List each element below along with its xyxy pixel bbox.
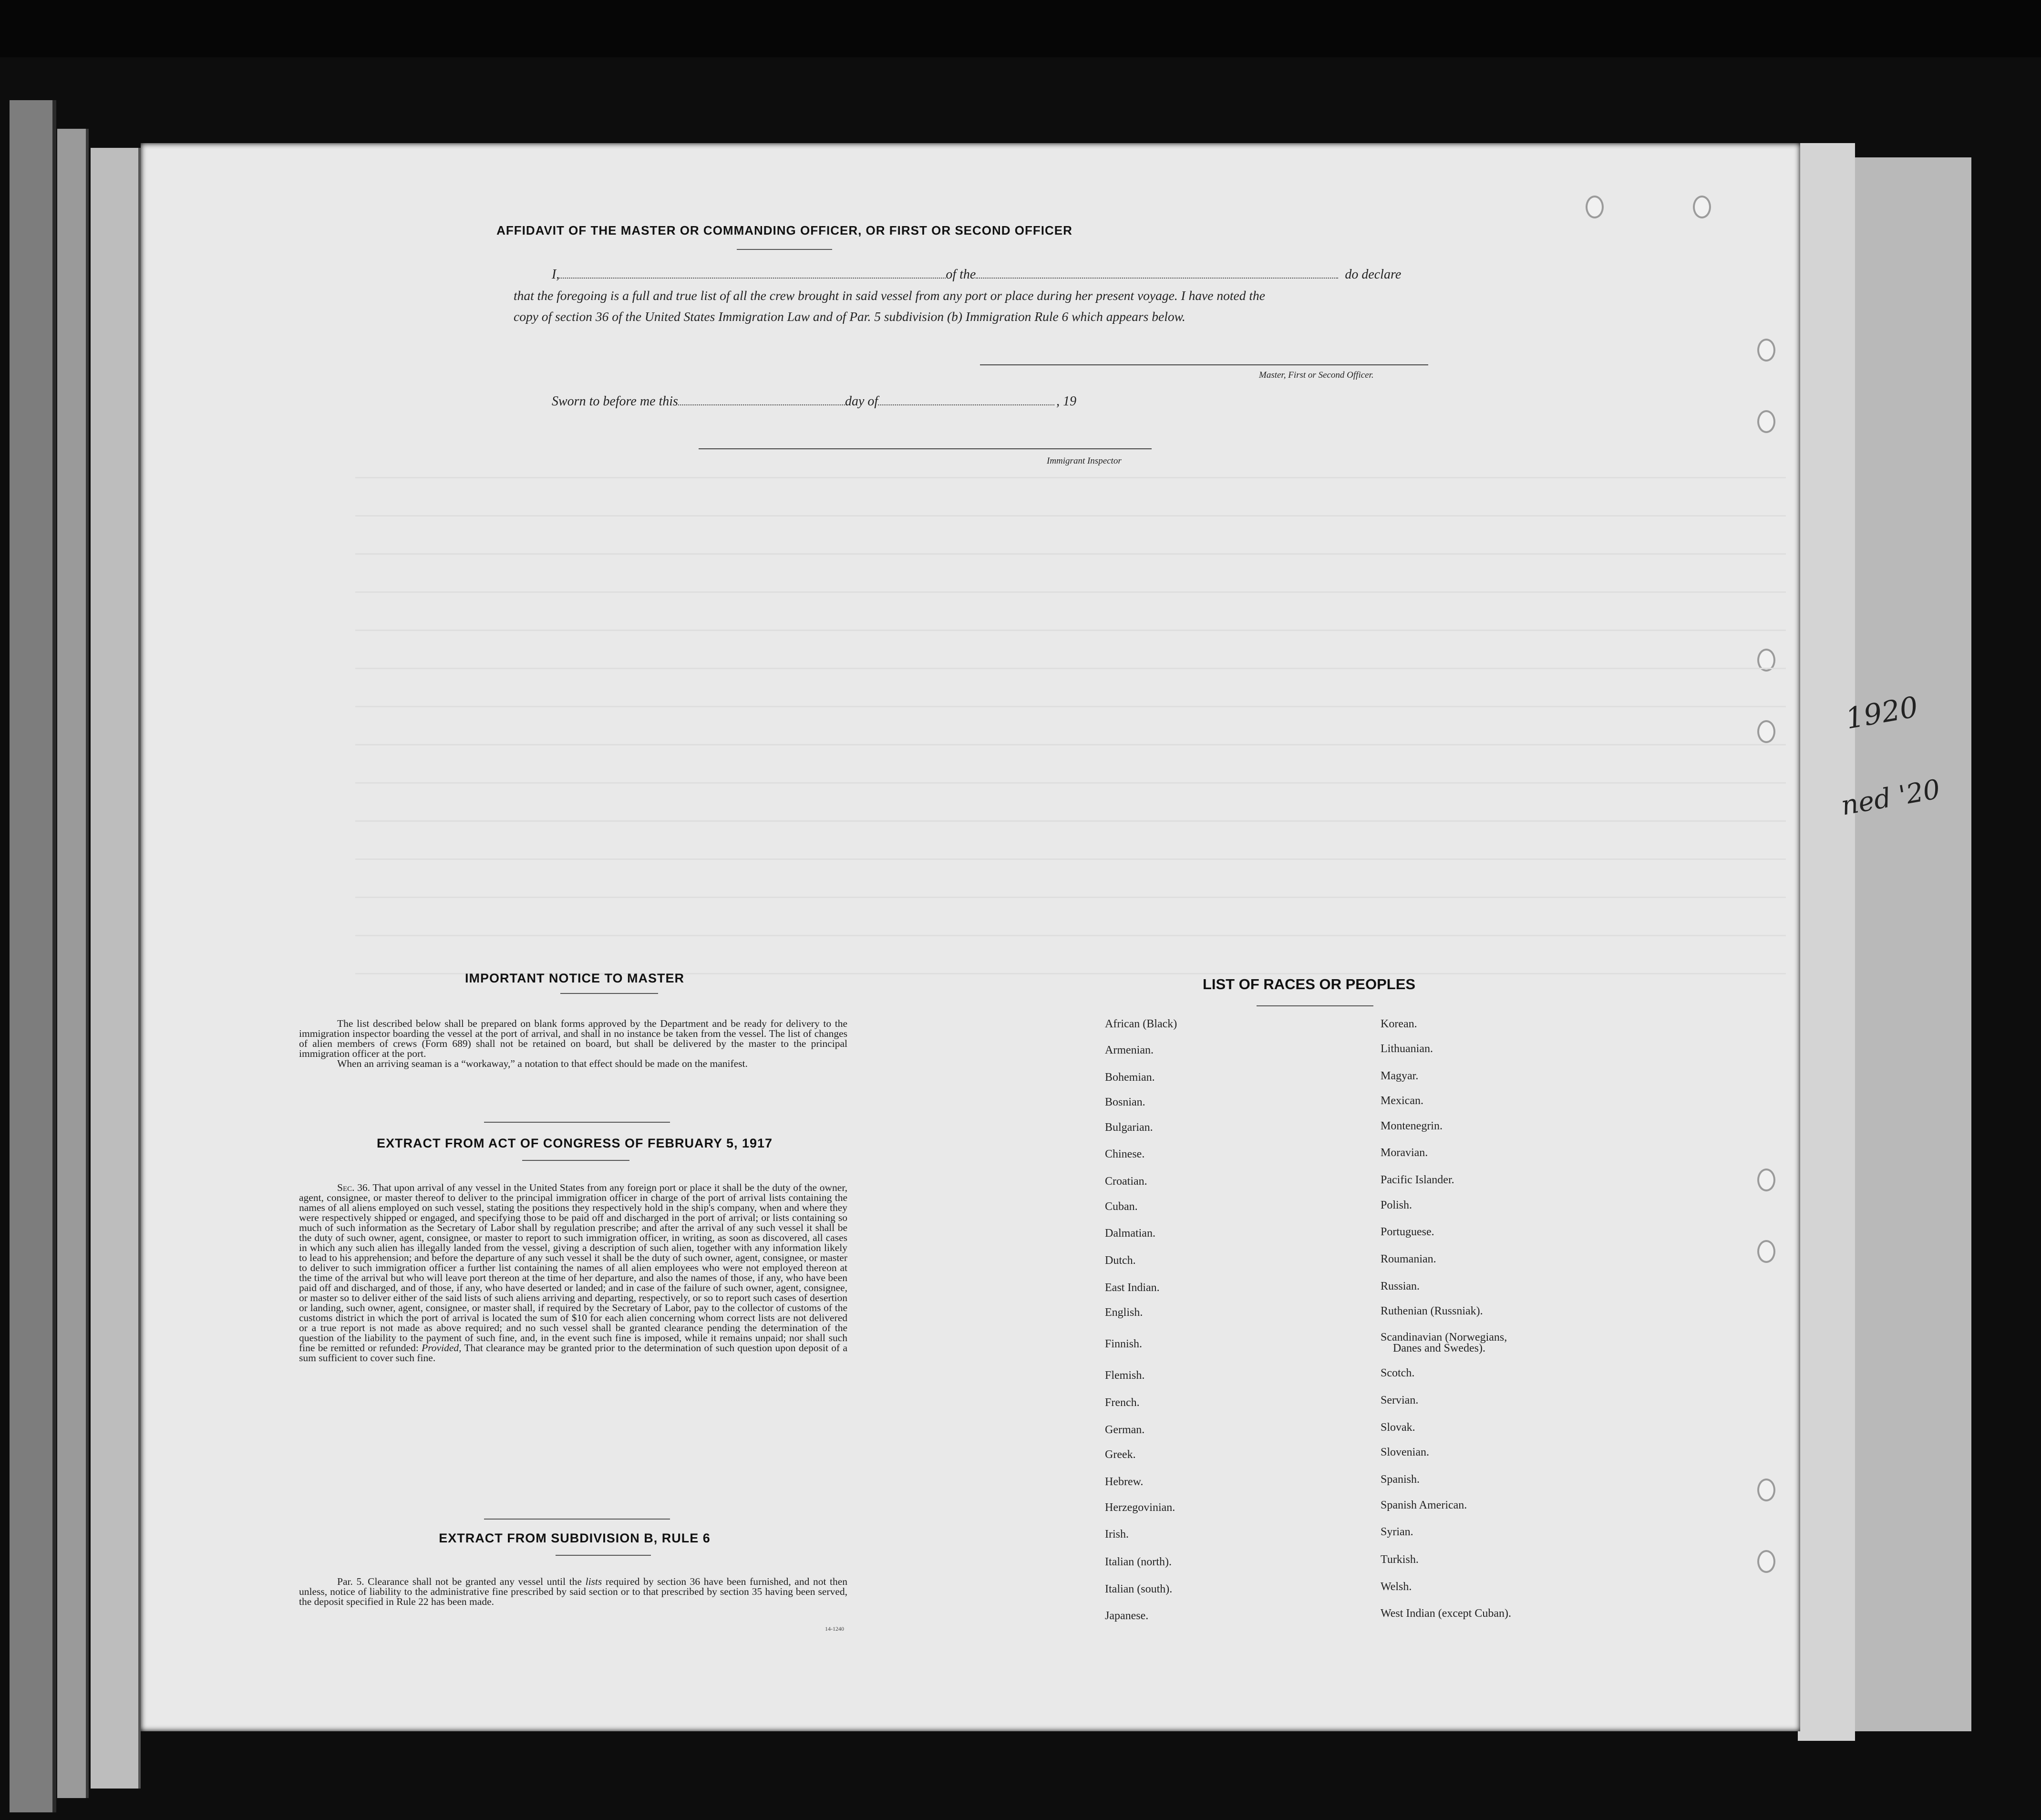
punch-hole: [1586, 196, 1604, 218]
show-through-line: [355, 477, 1786, 478]
race-item: African (Black): [1105, 1018, 1177, 1030]
race-item: Pacific Islander.: [1381, 1174, 1454, 1186]
race-item: Polish.: [1381, 1199, 1412, 1211]
race-item: Italian (south).: [1105, 1583, 1173, 1595]
provided-label: Provided,: [422, 1342, 462, 1354]
race-item: Dutch.: [1105, 1254, 1136, 1267]
extract-rule-title: EXTRACT FROM SUBDIVISION B, RULE 6: [439, 1531, 711, 1545]
races-title: LIST OF RACES OR PEOPLES: [1202, 976, 1416, 993]
punch-hole: [1757, 410, 1775, 433]
race-item: French.: [1105, 1396, 1140, 1409]
document-page: [141, 143, 1800, 1731]
signature-line[interactable]: [980, 364, 1428, 365]
show-through-line: [355, 668, 1786, 669]
affidavit-title: AFFIDAVIT OF THE MASTER OR COMMANDING OFFICER, OR FIRST OR SECOND OFFICER: [496, 223, 1072, 238]
race-item: Spanish.: [1381, 1473, 1420, 1486]
race-item: Turkish.: [1381, 1553, 1419, 1566]
title-rule: [737, 249, 832, 250]
notice-paragraph-2: When an arriving seaman is a “workaway,” a notation to that effect should be made on the manifest.: [337, 1058, 748, 1069]
extract-act-rule: [522, 1160, 629, 1161]
show-through-line: [355, 820, 1786, 822]
race-item: Chinese.: [1105, 1148, 1145, 1160]
punch-hole: [1757, 1240, 1775, 1263]
section-36-text: That upon arrival of any vessel in the United States from any foreign port or place it shall be the duty of the owner, agent, consignee, or master thereof to deliver to the principal immigration officer in charge of the port of arrival lists containing the names of all aliens employed on such vessel, stating the positions they respectively hold in the ship's company, when and where they were respectively shipped or engaged, and specifying those to be paid off and discharged in the port of arrival; or lists containing so much of such information as the Secretary of Labor shall by regulation prescribe; and after the arrival of any such vessel it shall be the duty of such owner, agent, consignee, or master to report to such immigration officer, in writing, as soon as discovered, all cases in which any such alien has illegally landed from the vessel, giving a description of such alien, together with any information likely to lead to his apprehension; and before the departure of any such vessel it shall be the duty of such owner, agent, consignee, or master to deliver to such immigration officer a further list containing the names of all alien employees who were not employed thereon at the time of the arrival but who will leave port thereon at the time of her departure, and also the names of those, if any, who have been paid off and discharged, and of those, if any, who have deserted or landed; and in case of the failure of such owner, agent, consignee, or master so to deliver either of the said lists of such aliens arriving and departing, respectively, or so to report such cases of desertion or landing, such owner, agent, consignee, or master shall, if required by the Secretary of Labor, pay to the collector of customs of the customs district in which the port of arrival is located the sum of $10 for each alien concerning whom correct lists are not delivered or a true report is not made as above required; and no such vessel shall be granted clearance pending the determination of the question of the liability to the payment of such fine, and, in the event such fine is imposed, while it remains unpaid; nor shall such fine be remitted or refunded:: [299, 1182, 847, 1354]
race-item: Bosnian.: [1105, 1096, 1145, 1108]
section-36-text-end: That clearance may be granted prior to the determination of such question upon deposit of a sum sufficient to cover such fine.: [299, 1342, 847, 1364]
show-through-line: [355, 782, 1786, 784]
notice-title: IMPORTANT NOTICE TO MASTER: [465, 971, 684, 985]
race-item: Herzegovinian.: [1105, 1501, 1175, 1514]
sworn-label: Sworn to before me this: [552, 394, 678, 409]
affidavit-do-declare: do declare: [1345, 267, 1402, 282]
page-stack-left: [10, 100, 56, 1812]
race-item: Russian.: [1381, 1280, 1420, 1293]
extract-act-title: EXTRACT FROM ACT OF CONGRESS OF FEBRUARY 5, 1917: [376, 1136, 773, 1150]
show-through-line: [355, 706, 1786, 707]
scanner-background: [0, 0, 2041, 57]
race-item: Servian.: [1381, 1394, 1419, 1406]
race-item: Syrian.: [1381, 1526, 1413, 1538]
notice-paragraph-1: The list described below shall be prepared on blank forms approved by the Department and be ready for delivery to the immigration inspector boarding the vessel at the port of arrival, and shall in no instance be taken from the vessel. The list of changes of alien members of crews (Form 689) shall not be retained on board, but shall be delivered by the master to the principal immigration officer at the port.: [299, 1018, 847, 1059]
race-item: German.: [1105, 1424, 1145, 1436]
race-item: West Indian (except Cuban).: [1381, 1607, 1511, 1620]
punch-hole: [1757, 720, 1775, 743]
race-item: Danes and Swedes).: [1393, 1342, 1485, 1355]
notice-text: [299, 1019, 847, 1069]
race-item: Portuguese.: [1381, 1226, 1434, 1238]
affidavit-line-2: that the foregoing is a full and true list of all the crew brought in said vessel from any port or place during her present voyage. I have noted the: [514, 288, 1265, 303]
race-item: Croatian.: [1105, 1175, 1147, 1188]
race-item: Montenegrin.: [1381, 1120, 1443, 1132]
form-number: 14-1240: [825, 1625, 844, 1632]
race-item: Lithuanian.: [1381, 1043, 1433, 1055]
race-item: Japanese.: [1105, 1610, 1149, 1622]
sworn-day-field[interactable]: [678, 395, 845, 405]
underlying-sheet: [1798, 143, 1855, 1741]
race-item: Korean.: [1381, 1018, 1417, 1030]
show-through-line: [355, 744, 1786, 745]
rule-paragraph: [299, 1577, 847, 1607]
race-item: Scandinavian (Norwegians,: [1381, 1331, 1507, 1344]
notice-rule: [560, 993, 658, 994]
sworn-year: , 19: [1056, 394, 1077, 409]
race-item: Irish.: [1105, 1528, 1129, 1541]
vessel-name-field[interactable]: [976, 268, 1338, 279]
extract-rule-rule: [556, 1555, 651, 1556]
race-item: Bulgarian.: [1105, 1121, 1153, 1134]
race-item: Scotch.: [1381, 1367, 1415, 1379]
affidavit-i: I,: [552, 267, 560, 282]
race-item: Slovenian.: [1381, 1446, 1429, 1458]
handwritten-year: 1920: [1843, 690, 1921, 736]
race-item: Greek.: [1105, 1448, 1136, 1461]
inspector-label: Immigrant Inspector: [1047, 456, 1122, 466]
affidavit-of-the: of the: [946, 267, 976, 282]
race-item: Finnish.: [1105, 1338, 1143, 1350]
race-item: English.: [1105, 1306, 1143, 1319]
sworn-line: [552, 394, 1076, 409]
inspector-signature-line[interactable]: [699, 448, 1152, 449]
signature-label: Master, First or Second Officer.: [1259, 370, 1374, 380]
punch-hole: [1757, 1169, 1775, 1191]
race-item: Spanish American.: [1381, 1499, 1467, 1511]
show-through-line: [355, 858, 1786, 860]
race-item: Moravian.: [1381, 1147, 1428, 1159]
affidavit-line-3: copy of section 36 of the United States Immigration Law and of Par. 5 subdivision (b) Immigration Rule 6 which appears below.: [514, 309, 1185, 324]
show-through-line: [355, 591, 1786, 593]
show-through-line: [355, 630, 1786, 631]
show-through-line: [355, 515, 1786, 517]
race-item: Ruthenian (Russniak).: [1381, 1305, 1483, 1317]
section-rule: [484, 1519, 670, 1520]
race-item: Bohemian.: [1105, 1071, 1155, 1084]
section-label: Sec. 36.: [337, 1182, 371, 1193]
race-item: Slovak.: [1381, 1421, 1415, 1434]
extract-rule-text: [299, 1577, 847, 1607]
extract-act-text: [299, 1183, 847, 1363]
section-36-paragraph: [299, 1183, 847, 1363]
race-item: Dalmatian.: [1105, 1227, 1155, 1240]
race-item: Mexican.: [1381, 1095, 1423, 1107]
race-item: Flemish.: [1105, 1369, 1145, 1382]
race-item: Welsh.: [1381, 1581, 1412, 1593]
race-item: Magyar.: [1381, 1070, 1419, 1082]
lists-word: lists: [585, 1576, 602, 1587]
race-item: East Indian.: [1105, 1282, 1160, 1294]
punch-hole: [1757, 1479, 1775, 1501]
race-item: Hebrew.: [1105, 1476, 1144, 1488]
race-item: Italian (north).: [1105, 1556, 1172, 1568]
punch-hole: [1757, 339, 1775, 362]
rule-text-end: required by section 36 have been furnished, and not then unless, notice of liability to the administrative fine prescribed by said section or to that prescribed by section 35 having been served, the deposit specified in Rule 22 has been made.: [299, 1576, 848, 1607]
affidavit-line-1: [552, 267, 1401, 282]
sworn-day-of: day of: [845, 394, 878, 409]
sworn-month-field[interactable]: [878, 395, 1054, 405]
race-item: Armenian.: [1105, 1044, 1154, 1056]
show-through-line: [355, 553, 1786, 555]
master-name-field[interactable]: [559, 268, 946, 279]
race-item: Roumanian.: [1381, 1253, 1436, 1265]
show-through-line: [355, 897, 1786, 898]
race-item: Cuban.: [1105, 1200, 1138, 1213]
rule-text: Par. 5. Clearance shall not be granted any vessel until the: [337, 1576, 582, 1587]
section-rule: [484, 1122, 670, 1123]
page-stack-left: [91, 148, 141, 1789]
handwritten-note: ned '20: [1838, 774, 1943, 822]
punch-hole: [1757, 1550, 1775, 1573]
races-rule: [1257, 1005, 1373, 1006]
page-stack-left: [57, 129, 89, 1798]
punch-hole: [1693, 196, 1711, 218]
show-through-line: [355, 935, 1786, 936]
